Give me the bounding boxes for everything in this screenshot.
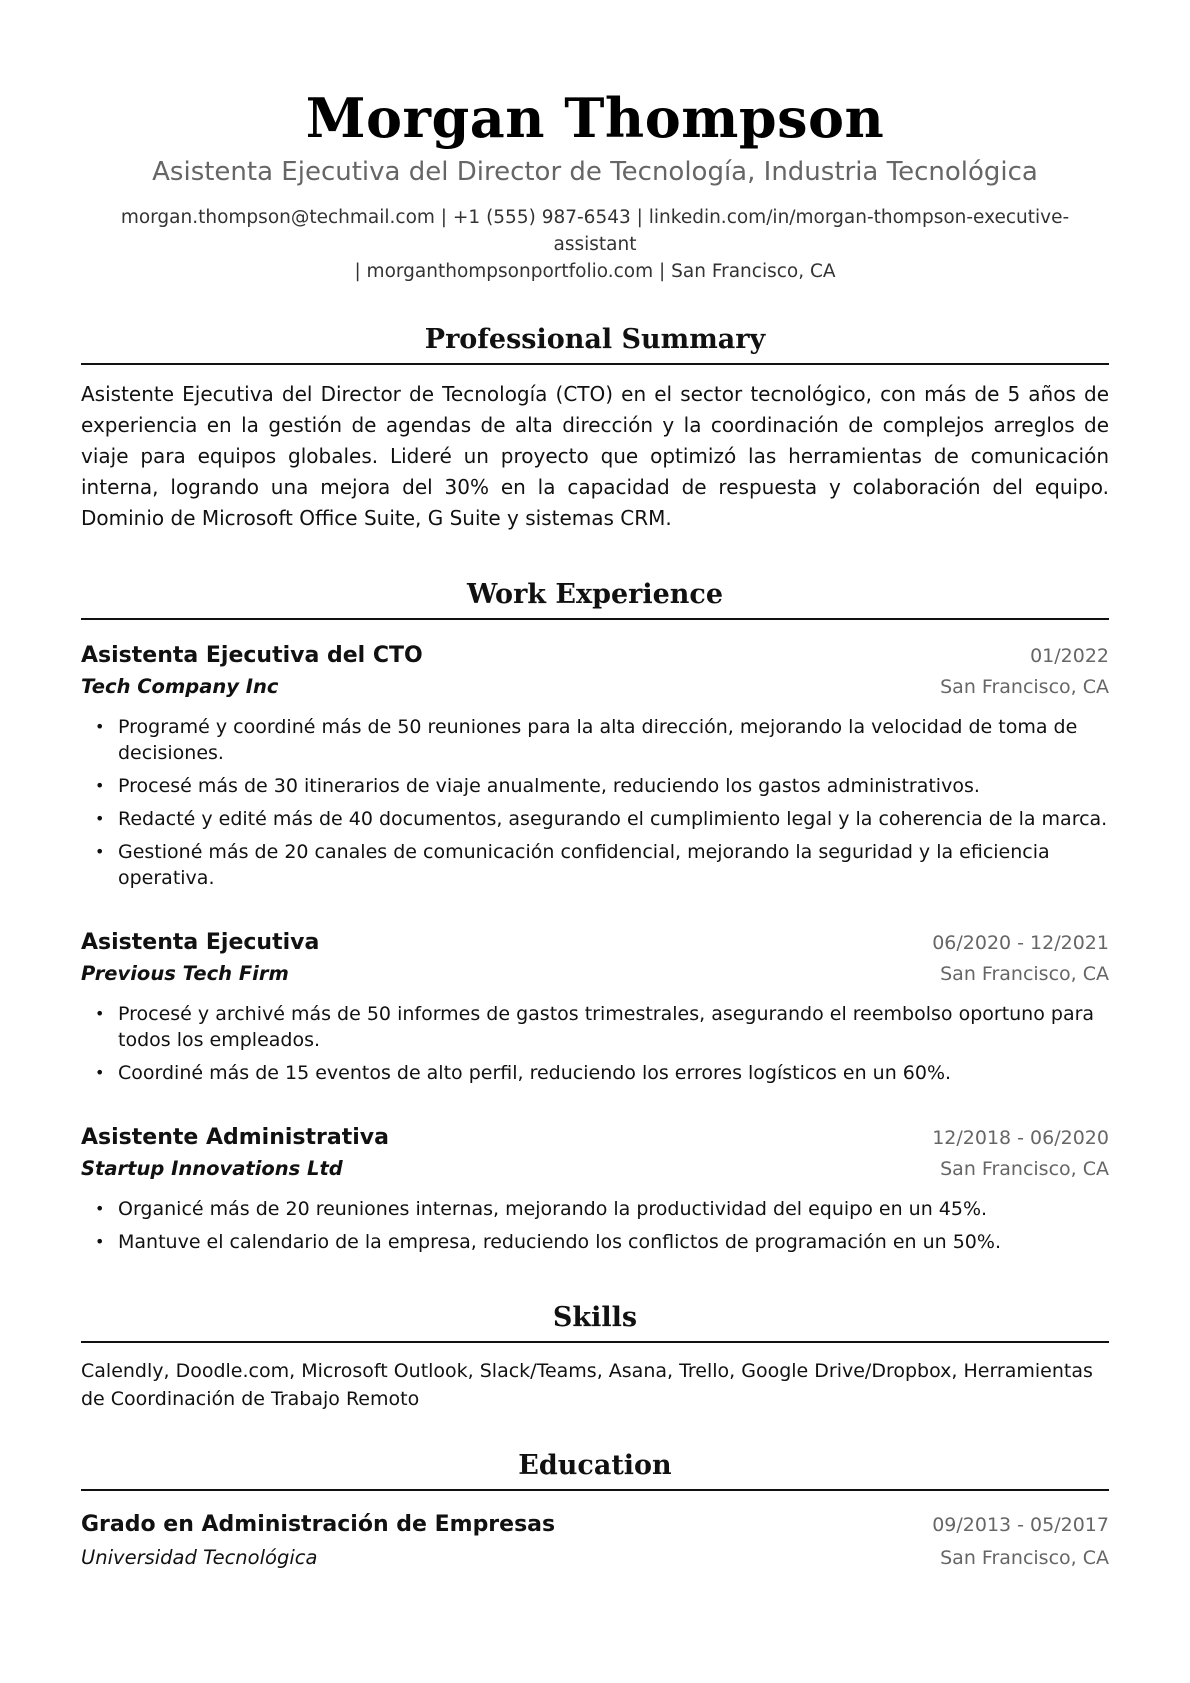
bullet-item: • Organicé más de 20 reuniones internas, mejorando la productividad del equipo en un 45%. xyxy=(95,1196,1109,1222)
summary-text: Asistente Ejecutiva del Director de Tecnología (CTO) en el sector tecnológico, con más de 5 años de experiencia en la gestión de agendas de alta dirección y la coordinación de complejos arreglos de viaje para equipos globales. Lideré un proyecto que optimizó las herramientas de comunicación interna, logrando una mejora del 30% en la capacidad de respuesta y colaboración del equipo. Dominio de Microsoft Office Suite, G Suite y sistemas CRM. xyxy=(81,382,1109,530)
job-location: San Francisco, CA xyxy=(940,676,1109,698)
bullet-item: • Gestioné más de 20 canales de comunicación confidencial, mejorando la seguridad y la eficiencia operativa. xyxy=(95,839,1109,891)
education-section xyxy=(81,1449,1109,1575)
contact-line: | morganthompsonportfolio.com | San Francisco, CA xyxy=(354,261,836,282)
job-title: Asistenta Ejecutiva xyxy=(81,930,320,955)
education-location: San Francisco, CA xyxy=(940,1547,1109,1569)
job-title: Asistenta Ejecutiva del CTO xyxy=(81,643,423,668)
job-entry xyxy=(81,640,1109,891)
skills-text: Calendly, Doodle.com, Microsoft Outlook, Slack/Teams, Asana, Trello, Google Drive/Dropbox, Herramientas de Coordinación de Trabajo Remoto xyxy=(81,1360,1093,1410)
contact-line: morgan.thompson@techmail.com | +1 (555) 987-6543 | linkedin.com/in/morgan-thompson-executive-assistant xyxy=(120,207,1070,255)
job-bullets xyxy=(81,1001,1109,1086)
candidate-name: Morgan Thompson xyxy=(305,86,885,150)
education-entry xyxy=(81,1509,1109,1575)
job-date: 06/2020 - 12/2021 xyxy=(932,932,1109,954)
job-date: 12/2018 - 06/2020 xyxy=(932,1127,1109,1149)
company-name: Startup Innovations Ltd xyxy=(81,1157,343,1180)
job-bullets xyxy=(81,1196,1109,1255)
education-date: 09/2013 - 05/2017 xyxy=(932,1514,1109,1536)
bullet-item: • Mantuve el calendario de la empresa, reduciendo los conflictos de programación en un 50%. xyxy=(95,1229,1109,1255)
job-date: 01/2022 xyxy=(1030,645,1109,667)
company-name: Tech Company Inc xyxy=(81,675,279,698)
degree-title: Grado en Administración de Empresas xyxy=(81,1512,556,1537)
job-location: San Francisco, CA xyxy=(940,963,1109,985)
job-title: Asistente Administrativa xyxy=(81,1125,389,1150)
bullet-item: • Procesé más de 30 itinerarios de viaje anualmente, reduciendo los gastos administrativos. xyxy=(95,773,1109,799)
company-name: Previous Tech Firm xyxy=(81,962,289,985)
bullet-item: • Redacté y edité más de 40 documentos, asegurando el cumplimiento legal y la coherencia de la marca. xyxy=(95,806,1109,832)
summary-section xyxy=(81,323,1109,534)
job-location: San Francisco, CA xyxy=(940,1158,1109,1180)
candidate-headline: Asistenta Ejecutiva del Director de Tecnología, Industria Tecnológica xyxy=(152,157,1038,187)
resume-header xyxy=(81,0,1109,285)
bullet-item: • Coordiné más de 15 eventos de alto perfil, reduciendo los errores logísticos en un 60%. xyxy=(95,1060,1109,1086)
contact-info xyxy=(81,204,1109,285)
section-title: Education xyxy=(81,1449,1109,1491)
section-title: Professional Summary xyxy=(81,323,1109,365)
job-bullets xyxy=(81,714,1109,891)
job-entry xyxy=(81,927,1109,1086)
school-name: Universidad Tecnológica xyxy=(81,1546,318,1569)
experience-section xyxy=(81,578,1109,1255)
bullet-item: • Procesé y archivé más de 50 informes de gastos trimestrales, asegurando el reembolso oportuno para todos los empleados. xyxy=(95,1001,1109,1053)
bullet-item: • Programé y coordiné más de 50 reuniones para la alta dirección, mejorando la velocidad de toma de decisiones. xyxy=(95,714,1109,766)
section-title: Work Experience xyxy=(81,578,1109,620)
section-title: Skills xyxy=(81,1301,1109,1343)
skills-section xyxy=(81,1301,1109,1413)
job-entry xyxy=(81,1122,1109,1255)
